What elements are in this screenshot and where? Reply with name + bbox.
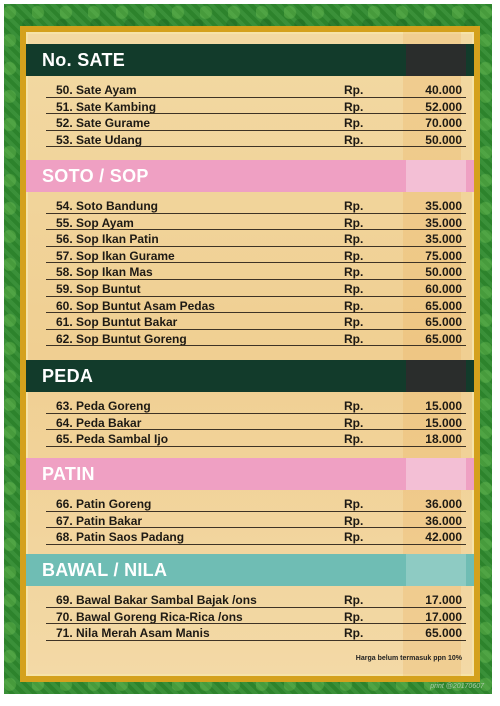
- currency-label: Rp.: [344, 215, 364, 230]
- section-header-tab: [406, 360, 466, 392]
- item-name: 54. Soto Bandung: [56, 199, 158, 213]
- section-title: PATIN: [42, 463, 95, 484]
- currency-label: Rp.: [344, 513, 364, 528]
- menu-sheet: [4, 4, 492, 694]
- section-bawal-nila: [26, 554, 474, 642]
- item-price: 18.000: [425, 432, 462, 447]
- menu-item-54: [26, 198, 474, 215]
- item-price: 17.000: [425, 593, 462, 607]
- menu-item-66: [26, 496, 474, 513]
- currency-label: Rp.: [344, 281, 364, 296]
- item-name: 62. Sop Buntut Goreng: [56, 331, 187, 346]
- item-name: 67. Patin Bakar: [56, 513, 143, 528]
- currency-label: Rp.: [344, 298, 364, 313]
- item-price: 70.000: [425, 116, 462, 131]
- currency-label: Rp.: [344, 432, 364, 447]
- item-name: 55. Sop Ayam: [56, 215, 134, 230]
- currency-label: Rp.: [344, 530, 364, 545]
- currency-label: Rp.: [344, 331, 364, 346]
- item-name: 61. Sop Buntut Bakar: [56, 315, 178, 330]
- currency-label: Rp.: [344, 132, 364, 147]
- currency-label: Rp.: [344, 626, 364, 641]
- currency-label: Rp.: [344, 609, 364, 624]
- section-sate: [26, 44, 474, 148]
- menu-item-50: [26, 82, 474, 99]
- menu-item-58: [26, 264, 474, 281]
- item-name: 59. Sop Buntut: [56, 281, 141, 296]
- section-header-tab: [406, 160, 466, 192]
- item-price: 40.000: [425, 83, 462, 97]
- item-price: 65.000: [425, 626, 462, 641]
- item-price: 36.000: [425, 513, 462, 528]
- item-price: 65.000: [425, 315, 462, 330]
- currency-label: Rp.: [344, 399, 364, 413]
- menu-item-59: [26, 281, 474, 298]
- menu-item-64: [26, 415, 474, 432]
- section-header-soto-sop: [26, 160, 474, 192]
- menu-item-68: [26, 529, 474, 546]
- item-price: 35.000: [425, 215, 462, 230]
- section-title: BAWAL / NILA: [42, 559, 168, 580]
- menu-item-69: [26, 592, 474, 609]
- section-header-tab: [406, 44, 466, 76]
- section-peda: [26, 360, 474, 448]
- item-price: 75.000: [425, 248, 462, 263]
- menu-item-60: [26, 298, 474, 315]
- currency-label: Rp.: [344, 593, 364, 607]
- item-price: 42.000: [425, 530, 462, 545]
- menu-item-70: [26, 609, 474, 626]
- item-price: 50.000: [425, 265, 462, 280]
- item-price: 36.000: [425, 497, 462, 511]
- section-header-bawal-nila: [26, 554, 474, 586]
- section-header-patin: [26, 458, 474, 490]
- currency-label: Rp.: [344, 415, 364, 430]
- menu-item-56: [26, 231, 474, 248]
- item-name: 64. Peda Bakar: [56, 415, 142, 430]
- item-name: 71. Nila Merah Asam Manis: [56, 626, 210, 641]
- item-price: 35.000: [425, 232, 462, 247]
- item-name: 63. Peda Goreng: [56, 399, 151, 413]
- tax-note: Harga belum termasuk ppn 10%: [355, 655, 462, 662]
- menu-item-55: [26, 215, 474, 232]
- currency-label: Rp.: [344, 116, 364, 131]
- menu-item-71: [26, 625, 474, 642]
- menu-item-62: [26, 331, 474, 348]
- menu-item-63: [26, 398, 474, 415]
- item-price: 17.000: [425, 609, 462, 624]
- section-soto-sop: [26, 160, 474, 347]
- currency-label: Rp.: [344, 248, 364, 263]
- item-name: 68. Patin Saos Padang: [56, 530, 185, 545]
- item-name: 70. Bawal Goreng Rica-Rica /ons: [56, 609, 243, 624]
- currency-label: Rp.: [344, 497, 364, 511]
- currency-label: Rp.: [344, 232, 364, 247]
- item-name: 65. Peda Sambal Ijo: [56, 432, 169, 447]
- section-header-sate: [26, 44, 474, 76]
- item-price: 52.000: [425, 99, 462, 114]
- menu-item-65: [26, 431, 474, 448]
- item-name: 52. Sate Gurame: [56, 116, 151, 131]
- item-price: 35.000: [425, 199, 462, 213]
- item-name: 53. Sate Udang: [56, 132, 143, 147]
- menu-item-57: [26, 248, 474, 265]
- section-title: No. SATE: [42, 49, 126, 70]
- menu-item-52: [26, 115, 474, 132]
- section-header-tab: [406, 458, 466, 490]
- item-name: 56. Sop Ikan Patin: [56, 232, 159, 247]
- item-name: 51. Sate Kambing: [56, 99, 157, 114]
- currency-label: Rp.: [344, 199, 364, 213]
- item-price: 50.000: [425, 132, 462, 147]
- menu-item-51: [26, 99, 474, 116]
- section-header-tab: [406, 554, 466, 586]
- print-date-mark: print @20170607: [430, 683, 484, 690]
- item-price: 65.000: [425, 298, 462, 313]
- item-name: 69. Bawal Bakar Sambal Bajak /ons: [56, 593, 257, 607]
- menu-item-61: [26, 314, 474, 331]
- item-name: 60. Sop Buntut Asam Pedas: [56, 298, 215, 313]
- currency-label: Rp.: [344, 83, 364, 97]
- menu-panel: [20, 26, 480, 682]
- item-price: 65.000: [425, 331, 462, 346]
- item-price: 60.000: [425, 281, 462, 296]
- section-header-peda: [26, 360, 474, 392]
- item-name: 66. Patin Goreng: [56, 497, 152, 511]
- section-patin: [26, 458, 474, 546]
- item-name: 57. Sop Ikan Gurame: [56, 248, 175, 263]
- section-title: PEDA: [42, 365, 94, 386]
- currency-label: Rp.: [344, 315, 364, 330]
- menu-item-53: [26, 132, 474, 149]
- item-price: 15.000: [425, 399, 462, 413]
- item-name: 50. Sate Ayam: [56, 83, 137, 97]
- currency-label: Rp.: [344, 265, 364, 280]
- currency-label: Rp.: [344, 99, 364, 114]
- menu-item-67: [26, 513, 474, 530]
- section-title: SOTO / SOP: [42, 165, 149, 186]
- item-price: 15.000: [425, 415, 462, 430]
- item-name: 58. Sop Ikan Mas: [56, 265, 153, 280]
